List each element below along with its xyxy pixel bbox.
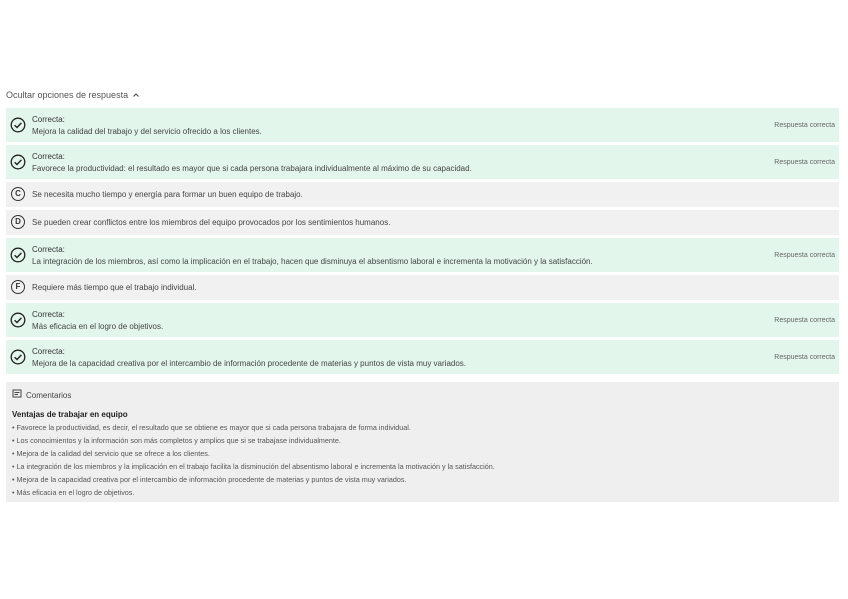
check-circle-icon	[10, 312, 26, 328]
status-badge: Respuesta correcta	[774, 121, 835, 129]
correct-label: Correcta:	[32, 114, 65, 124]
answer-option-d	[6, 210, 839, 235]
status-badge: Respuesta correcta	[774, 353, 835, 361]
check-circle-icon	[10, 349, 26, 365]
correct-label: Correcta:	[32, 151, 65, 161]
hide-options-label: Ocultar opciones de respuesta	[6, 90, 129, 100]
letter-d-icon: D	[10, 215, 26, 231]
answer-option-e	[6, 238, 839, 272]
check-circle-icon	[10, 247, 26, 263]
answer-option-g	[6, 303, 839, 337]
answer-option-b	[6, 145, 839, 179]
comments-label: Comentarios	[26, 390, 72, 400]
comment-line: • La integración de los miembros y la implicación en el trabajo facilita la disminución del absentismo laboral e incrementa la motivación y la satisfacción.	[12, 462, 495, 472]
option-text: Mejora la calidad del trabajo y del servicio ofrecido a los clientes.	[32, 126, 262, 136]
status-badge: Respuesta correcta	[774, 316, 835, 324]
chevron-up-icon	[132, 91, 140, 99]
comment-line: • Favorece la productividad, es decir, el resultado que se obtiene es mayor que si cada persona trabajara de forma individual.	[12, 423, 411, 432]
comments-title: Ventajas de trabajar en equipo	[12, 410, 128, 419]
correct-label: Correcta:	[32, 346, 65, 356]
comments-panel	[6, 382, 839, 502]
answer-option-h	[6, 340, 839, 374]
option-text: Más eficacia en el logro de objetivos.	[32, 321, 164, 331]
comment-icon	[12, 389, 22, 401]
comment-line: • Más eficacia en el logro de objetivos.	[12, 488, 135, 498]
option-text: Mejora de la capacidad creativa por el intercambio de información procedente de materias y puntos de vista muy variados.	[32, 358, 467, 368]
option-text: La integración de los miembros, así como la implicación en el trabajo, hacen que disminuya el absentismo laboral e incrementa la motivación y la satisfacción.	[32, 256, 593, 266]
status-badge: Respuesta correcta	[774, 158, 835, 166]
letter-c-icon: C	[10, 187, 26, 203]
option-text: Requiere más tiempo que el trabajo individual.	[32, 283, 197, 292]
check-circle-icon	[10, 117, 26, 133]
option-text: Favorece la productividad: el resultado es mayor que si cada persona trabajara individualmente al máximo de su capacidad.	[32, 163, 472, 173]
answer-option-f	[6, 275, 839, 300]
letter-f-icon: F	[10, 280, 26, 296]
check-circle-icon	[10, 154, 26, 170]
comments-header	[12, 389, 833, 401]
hide-options-toggle[interactable]	[6, 90, 140, 100]
option-text: Se pueden crear conflictos entre los miembros del equipo provocados por los sentimientos humanos.	[32, 218, 391, 227]
option-text: Se necesita mucho tiempo y energía para formar un buen equipo de trabajo.	[32, 190, 303, 199]
answer-option-a	[6, 108, 839, 142]
comment-line: • Mejora de la capacidad creativa por el intercambio de información procedente de materias y puntos de vista muy variados.	[12, 475, 407, 485]
comment-line: • Mejora de la calidad del servicio que se ofrece a los clientes.	[12, 449, 210, 459]
status-badge: Respuesta correcta	[774, 251, 835, 259]
answer-option-c	[6, 182, 839, 207]
comment-line: • Los conocimientos y la información son más completos y amplios que si se trabajase individualmente.	[12, 436, 341, 446]
correct-label: Correcta:	[32, 309, 65, 319]
correct-label: Correcta:	[32, 244, 65, 254]
